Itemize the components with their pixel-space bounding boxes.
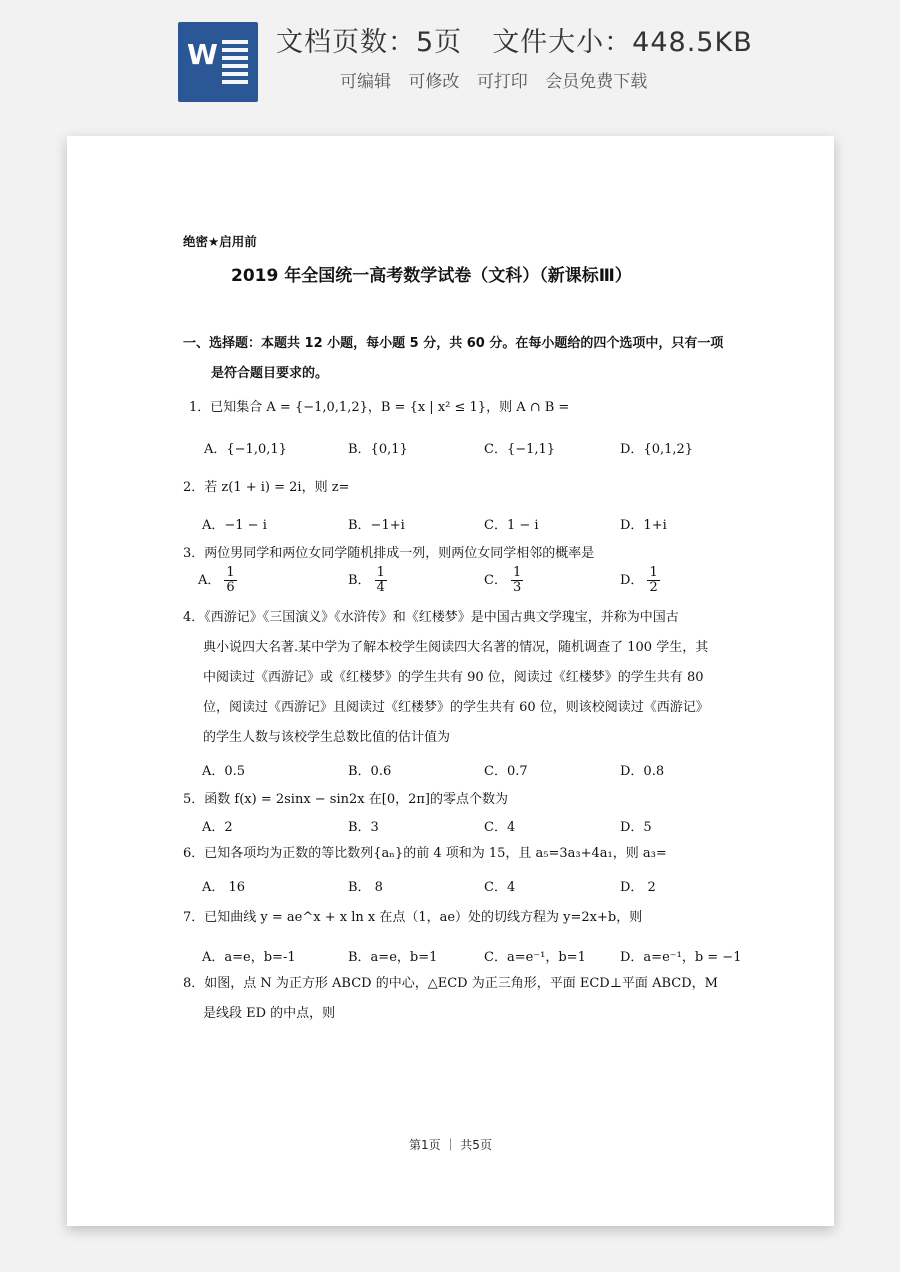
q1-option-c: C．{−1,1} — [484, 442, 556, 457]
q6-option-b: B． 8 — [348, 880, 383, 895]
q6-option-d: D． 2 — [620, 880, 656, 895]
doc-features — [340, 67, 659, 92]
q7-option-b: B．a=e，b=1 — [348, 950, 438, 965]
q5-option-c: C．4 — [484, 820, 516, 835]
question-3: 3．两位男同学和两位女同学随机排成一列，则两位女同学相邻的概率是 — [183, 546, 595, 561]
word-icon-lines — [222, 40, 248, 88]
file-size: 文件大小：448.5KB — [492, 27, 753, 58]
q3-option-c: C． $\frac{1}{3}$ — [484, 565, 522, 595]
page-count: 文档页数：5页 — [276, 27, 463, 58]
q7-option-c: C．a=e⁻¹，b=1 — [484, 950, 586, 965]
q4-option-d: D．0.8 — [620, 764, 665, 779]
question-4-line2: 典小说四大名著.某中学为了解本校学生阅读四大名著的情况，随机调查了 100 学生，其 — [203, 640, 709, 655]
question-4-line4: 位，阅读过《西游记》且阅读过《红楼梦》的学生共有 60 位，则该校阅读过《西游记》 — [203, 700, 709, 715]
q6-option-a: A． 16 — [202, 880, 246, 895]
secret-label: 绝密★启用前 — [183, 234, 257, 249]
page-footer: 第1页 ｜ 共5页 — [409, 1138, 492, 1152]
question-4-line3: 中阅读过《西游记》或《红楼梦》的学生共有 90 位，阅读过《红楼梦》的学生共有 80 — [203, 670, 704, 685]
question-6: 6．已知各项均为正数的等比数列{aₙ}的前 4 项和为 15，且 a₅=3a₃+4a₁，则 a₃= — [183, 846, 667, 861]
q2-option-d: D．1+i — [620, 518, 667, 533]
q3-option-d: D． $\frac{1}{2}$ — [620, 565, 658, 595]
question-1: 1．已知集合 A = {−1,0,1,2}，B = {x | x² ≤ 1}，则 A ∩ B = — [189, 400, 570, 415]
q7-option-d: D．a=e⁻¹，b = −1 — [620, 950, 742, 965]
q2-option-c: C．1 − i — [484, 518, 539, 533]
q5-option-d: D．5 — [620, 820, 652, 835]
feature-printable: 可打印 — [476, 72, 528, 92]
q3-option-b: B． $\frac{1}{4}$ — [348, 565, 385, 595]
question-5: 5．函数 f(x) = 2sinx − sin2x 在[0，2π]的零点个数为 — [183, 792, 508, 807]
q5-option-b: B．3 — [348, 820, 379, 835]
question-4-line1: 4．《西游记》《三国演义》《水浒传》和《红楼梦》是中国古典文学瑰宝，并称为中国古 — [183, 610, 679, 625]
q4-option-a: A．0.5 — [202, 764, 246, 779]
question-8-line1: 8．如图，点 N 为正方形 ABCD 的中心，△ECD 为正三角形，平面 ECD⊥平面 ABCD，M — [183, 976, 718, 991]
question-4-line5: 的学生人数与该校学生总数比值的估计值为 — [203, 730, 451, 745]
feature-free-download: 会员免费下载 — [545, 72, 648, 92]
q4-option-b: B．0.6 — [348, 764, 392, 779]
q1-option-b: B．{0,1} — [348, 442, 408, 457]
question-8-line2: 是线段 ED 的中点，则 — [203, 1006, 336, 1021]
q1-option-a: A．{−1,0,1} — [204, 442, 287, 457]
q7-option-a: A．a=e，b=-1 — [202, 950, 296, 965]
q6-option-c: C．4 — [484, 880, 516, 895]
feature-modifiable: 可修改 — [408, 72, 460, 92]
feature-editable: 可编辑 — [340, 72, 391, 92]
document-page — [67, 136, 834, 1226]
q1-option-d: D．{0,1,2} — [620, 442, 694, 457]
section-heading-line1: 一、选择题：本题共 12 小题，每小题 5 分，共 60 分。在每小题给的四个选项中，只有一项 — [183, 336, 724, 351]
question-2: 2．若 z(1 + i) = 2i，则 z= — [183, 480, 350, 495]
word-doc-icon — [178, 22, 258, 102]
q5-option-a: A．2 — [202, 820, 233, 835]
exam-title: 2019 年全国统一高考数学试卷（文科）（新课标Ⅲ） — [231, 266, 632, 286]
q4-option-c: C．0.7 — [484, 764, 528, 779]
question-7: 7．已知曲线 y = ae^x + x ln x 在点（1，ae）处的切线方程为 y=2x+b，则 — [183, 910, 643, 925]
q2-option-a: A．−1 − i — [202, 518, 267, 533]
doc-info-title — [276, 20, 753, 59]
word-icon-letter: W — [187, 38, 218, 71]
section-heading-line2: 是符合题目要求的。 — [211, 366, 329, 381]
q2-option-b: B．−1+i — [348, 518, 405, 533]
q3-option-a: A． $\frac{1}{6}$ — [198, 565, 235, 595]
